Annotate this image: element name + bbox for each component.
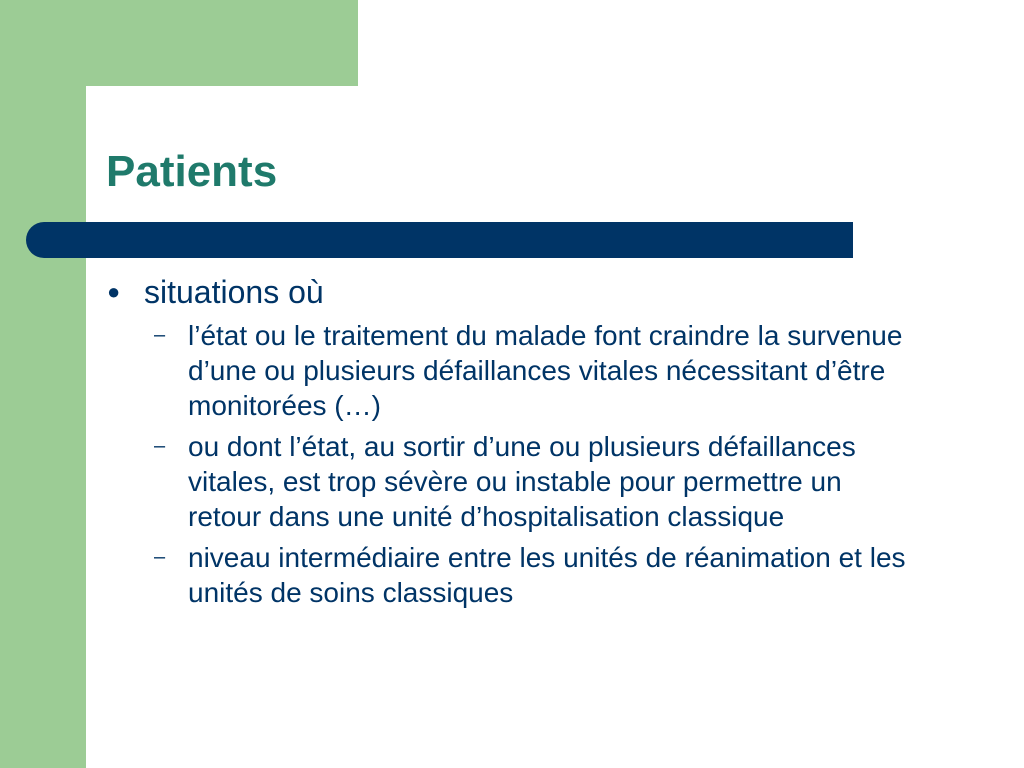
dash-icon: – [154,435,166,457]
title-underline-bar [26,222,853,258]
sub-bullet-text: ou dont l’état, au sortir d’une ou plusieurs défaillances vitales, est trop sévère ou instable pour permettre un retour dans une unité d’hospitalisation classique [188,431,856,532]
bullet-item [106,270,986,314]
sub-bullet-list [154,318,986,610]
decorative-green-band-left [0,0,86,768]
slide-content [106,270,986,616]
dash-icon: – [154,324,166,346]
sub-bullet-text: niveau intermédiaire entre les unités de réanimation et les unités de soins classiques [188,542,906,608]
bullet-dot-icon: ● [107,279,121,304]
sub-bullet-text: l’état ou le traitement du malade font craindre la survenue d’une ou plusieurs défaillances vitales nécessitant d’être monitorées (…) [188,320,903,421]
sub-bullet-item [154,429,986,534]
slide-title: Patients [106,147,278,196]
dash-icon: – [154,546,166,568]
bullet-text: situations où [144,274,324,310]
sub-bullet-item [154,540,986,610]
sub-bullet-item [154,318,986,423]
